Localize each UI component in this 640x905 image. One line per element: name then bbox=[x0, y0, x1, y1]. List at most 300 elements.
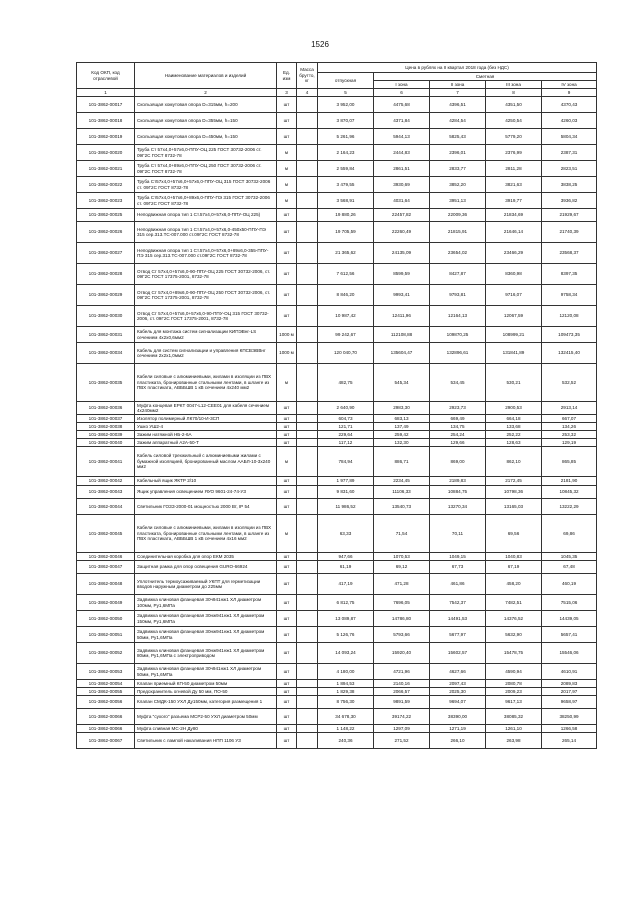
price-zone4: 2181,90 bbox=[542, 477, 597, 486]
item-unit: шт bbox=[277, 688, 297, 696]
item-unit: шт bbox=[277, 611, 297, 627]
item-name: Задвижка клиновая фланцевая 30нж941нж1 ХЛ диаметром 150мм, Ру1,6МПа bbox=[135, 611, 277, 627]
price-zone1: 886,71 bbox=[374, 447, 430, 477]
item-unit: шт bbox=[277, 113, 297, 129]
item-name: Отвод Ст 57х4,0+89х6,0-90-ППУ-ОЦ 250 ГОСТ 30732-2006, ст. 09Г2С ГОСТ 17375-2001, 8732-78 bbox=[135, 285, 277, 306]
item-name: Задвижка клиновая фланцевая 30ч941нж1 ХЛ диаметром 50мм, Ру1,6МПа bbox=[135, 664, 277, 680]
price-zone3: 862,10 bbox=[486, 447, 542, 477]
item-unit: м bbox=[277, 145, 297, 161]
price-zone3: 21834,69 bbox=[486, 209, 542, 222]
price-zone1: 5793,66 bbox=[374, 627, 430, 643]
table-row bbox=[77, 447, 597, 477]
price-zone3: 10798,36 bbox=[486, 486, 542, 499]
price-zone4: 109473,35 bbox=[542, 327, 597, 343]
item-unit: м bbox=[277, 515, 297, 553]
price-zone4: 460,19 bbox=[542, 574, 597, 595]
price-release: 99 242,67 bbox=[318, 327, 374, 343]
item-unit: шт bbox=[277, 222, 297, 243]
item-unit: шт bbox=[277, 725, 297, 733]
price-zone3: 458,20 bbox=[486, 574, 542, 595]
price-zone2: 129,66 bbox=[430, 439, 486, 447]
item-code: 101-3862-00054 bbox=[77, 680, 135, 688]
item-name: Зажим аппаратный А2А-50-Т bbox=[135, 439, 277, 447]
price-release: 1 148,22 bbox=[318, 725, 374, 733]
price-zone1: 1297,09 bbox=[374, 725, 430, 733]
item-name: Труба Ст 57х4,0+89х6,0-ППУ-ОЦ 250 ГОСТ 30732-2006 ст. 09Г2С ГОСТ 8732-78 bbox=[135, 161, 277, 177]
price-zone4: 12120,08 bbox=[542, 306, 597, 327]
item-mass bbox=[297, 664, 318, 680]
item-code: 101-3862-00025 bbox=[77, 209, 135, 222]
table-row bbox=[77, 364, 597, 402]
price-zone2: 2025,30 bbox=[430, 688, 486, 696]
price-release: 10 987,42 bbox=[318, 306, 374, 327]
table-row bbox=[77, 209, 597, 222]
item-name: Скользящая хомутовая опора D=450мм, h=150 bbox=[135, 129, 277, 145]
price-zone4: 4610,91 bbox=[542, 664, 597, 680]
price-zone4: 10845,32 bbox=[542, 486, 597, 499]
item-mass bbox=[297, 327, 318, 343]
price-zone3: 3919,77 bbox=[486, 193, 542, 209]
price-zone3: 21646,14 bbox=[486, 222, 542, 243]
item-mass bbox=[297, 561, 318, 574]
table-row bbox=[77, 680, 597, 688]
price-zone4: 3936,82 bbox=[542, 193, 597, 209]
price-zone1: 12411,96 bbox=[374, 306, 430, 327]
item-unit: шт bbox=[277, 402, 297, 415]
item-unit: шт bbox=[277, 499, 297, 515]
item-code: 101-3862-00040 bbox=[77, 439, 135, 447]
price-zone3: 3821,63 bbox=[486, 177, 542, 193]
price-zone3: 128,63 bbox=[486, 439, 542, 447]
table-row bbox=[77, 113, 597, 129]
price-zone1: 22457,82 bbox=[374, 209, 430, 222]
price-zone3: 2172,45 bbox=[486, 477, 542, 486]
price-zone2: 254,24 bbox=[430, 431, 486, 439]
price-zone1: 1070,53 bbox=[374, 553, 430, 561]
price-zone1: 24135,09 bbox=[374, 243, 430, 264]
item-name: Кабельный ящик ЯКТР 2/10 bbox=[135, 477, 277, 486]
price-zone2: 2097,43 bbox=[430, 680, 486, 688]
price-zone3: 2376,99 bbox=[486, 145, 542, 161]
price-zone3: 8360,98 bbox=[486, 264, 542, 285]
price-zone3: 69,56 bbox=[486, 515, 542, 553]
item-name: Кабели силовые с алюминиевыми, жилами в изоляции из ПВХ пластиката, бронированные стальными лентами, в шланге из ПВХ пластиката, АВББШВ 1 кВ сечением 4х240 мм2 bbox=[135, 364, 277, 402]
price-zone4: 2387,31 bbox=[542, 145, 597, 161]
item-mass bbox=[297, 595, 318, 611]
price-zone2: 7542,37 bbox=[430, 595, 486, 611]
price-release: 13 089,87 bbox=[318, 611, 374, 627]
item-name: Кабель для систем сигнализации и управления КПСВЭВВнг сечением 2х2х1,0мм2 bbox=[135, 343, 277, 364]
price-zone4: 532,52 bbox=[542, 364, 597, 402]
table-row bbox=[77, 129, 597, 145]
price-zone3: 133,68 bbox=[486, 423, 542, 431]
price-release: 2 164,23 bbox=[318, 145, 374, 161]
table-row bbox=[77, 499, 597, 515]
price-zone4: 2823,51 bbox=[542, 161, 597, 177]
item-code: 101-3862-00066 bbox=[77, 725, 135, 733]
price-zone4: 38250,99 bbox=[542, 709, 597, 725]
price-release: 63,33 bbox=[318, 515, 374, 553]
price-release: 2 640,90 bbox=[318, 402, 374, 415]
item-code: 101-3862-00021 bbox=[77, 161, 135, 177]
item-name: Кабели силовые с алюминиевыми, жилами в изоляции из ПВХ пластиката, бронированные стальными лентами, в шланге из ПВХ пластиката, АВББШВ 1 кВ сечением 4х16 мм2 bbox=[135, 515, 277, 553]
item-mass bbox=[297, 477, 318, 486]
price-zone4: 132415,40 bbox=[542, 343, 597, 364]
price-release: 240,36 bbox=[318, 733, 374, 749]
item-code: 101-3862-00049 bbox=[77, 595, 135, 611]
price-zone4: 4370,43 bbox=[542, 97, 597, 113]
item-code: 101-3862-00029 bbox=[77, 285, 135, 306]
price-zone3: 1040,83 bbox=[486, 553, 542, 561]
price-zone2: 109870,25 bbox=[430, 327, 486, 343]
item-name: Ящик управления освещением ЯУО 9601-24-74-УЗ bbox=[135, 486, 277, 499]
price-release: 6 812,75 bbox=[318, 595, 374, 611]
item-unit: шт bbox=[277, 439, 297, 447]
price-zone2: 3852,20 bbox=[430, 177, 486, 193]
item-name: Неподвижная опора тип 1 Ст.57х4,0+57х6,0-ППУ-ОЦ 225) bbox=[135, 209, 277, 222]
item-mass bbox=[297, 113, 318, 129]
price-zone2: 1271,19 bbox=[430, 725, 486, 733]
item-code: 101-3862-00036 bbox=[77, 402, 135, 415]
price-zone1: 2983,30 bbox=[374, 402, 430, 415]
price-zone1: 2234,45 bbox=[374, 477, 430, 486]
price-zone2: 5677,97 bbox=[430, 627, 486, 643]
item-unit: шт bbox=[277, 696, 297, 709]
item-code: 101-3862-00055 bbox=[77, 688, 135, 696]
item-unit: 1000 м bbox=[277, 343, 297, 364]
item-mass bbox=[297, 243, 318, 264]
item-mass bbox=[297, 431, 318, 439]
item-unit: шт bbox=[277, 129, 297, 145]
price-release: 19 705,59 bbox=[318, 222, 374, 243]
table-row bbox=[77, 402, 597, 415]
col-num: 8 bbox=[486, 89, 542, 97]
price-release: 121,71 bbox=[318, 423, 374, 431]
table-body bbox=[77, 97, 597, 749]
table-row bbox=[77, 193, 597, 209]
item-unit: шт bbox=[277, 285, 297, 306]
price-zone2: 134,75 bbox=[430, 423, 486, 431]
item-mass bbox=[297, 680, 318, 688]
price-zone3: 67,19 bbox=[486, 561, 542, 574]
item-code: 101-3862-00034 bbox=[77, 343, 135, 364]
price-zone1: 71,54 bbox=[374, 515, 430, 553]
table-row bbox=[77, 327, 597, 343]
item-mass bbox=[297, 415, 318, 423]
price-zone2: 4627,66 bbox=[430, 664, 486, 680]
price-zone2: 70,11 bbox=[430, 515, 486, 553]
item-mass bbox=[297, 306, 318, 327]
item-mass bbox=[297, 733, 318, 749]
column-numbers-row bbox=[77, 89, 597, 97]
item-code: 101-3862-00056 bbox=[77, 696, 135, 709]
item-name: Клапан СМДК-150 УХЛ Ду150мм, категория размещения 1 bbox=[135, 696, 277, 709]
table-row bbox=[77, 696, 597, 709]
item-unit: шт bbox=[277, 643, 297, 664]
item-code: 101-3862-00046 bbox=[77, 553, 135, 561]
header-name: Наименование материалов и изделий bbox=[135, 63, 277, 89]
price-zone2: 38390,00 bbox=[430, 709, 486, 725]
price-zone4: 1266,58 bbox=[542, 725, 597, 733]
item-code: 101-3862-00027 bbox=[77, 243, 135, 264]
item-name: Предохранитель огневой Ду 50 мм, ПО-50 bbox=[135, 688, 277, 696]
table-row bbox=[77, 439, 597, 447]
item-mass bbox=[297, 209, 318, 222]
item-code: 101-3862-00045 bbox=[77, 515, 135, 553]
item-code: 101-3862-00042 bbox=[77, 477, 135, 486]
item-unit: м bbox=[277, 177, 297, 193]
price-zone3: 23466,29 bbox=[486, 243, 542, 264]
item-mass bbox=[297, 222, 318, 243]
price-zone1: 4475,68 bbox=[374, 97, 430, 113]
price-release: 604,73 bbox=[318, 415, 374, 423]
price-zone4: 13222,29 bbox=[542, 499, 597, 515]
item-unit: шт bbox=[277, 97, 297, 113]
item-name: Муфта "сухого" разъема МСР2-50 УХЛ диаметром 50мм bbox=[135, 709, 277, 725]
table-row bbox=[77, 306, 597, 327]
price-release: 14 093,24 bbox=[318, 643, 374, 664]
col-num: 1 bbox=[77, 89, 135, 97]
table-row bbox=[77, 574, 597, 595]
price-zone3: 664,18 bbox=[486, 415, 542, 423]
table-row bbox=[77, 222, 597, 243]
price-zone3: 2811,28 bbox=[486, 161, 542, 177]
item-unit: шт bbox=[277, 595, 297, 611]
item-name: Муфта сливная МС-2Н Ду80 bbox=[135, 725, 277, 733]
item-code: 101-3862-00039 bbox=[77, 431, 135, 439]
price-release: 4 180,00 bbox=[318, 664, 374, 680]
price-zone1: 14786,80 bbox=[374, 611, 430, 627]
item-unit: шт bbox=[277, 680, 297, 688]
price-release: 5 126,76 bbox=[318, 627, 374, 643]
header-code: Код ОКП, код отраслевой bbox=[77, 63, 135, 89]
price-zone1: 2140,16 bbox=[374, 680, 430, 688]
item-mass bbox=[297, 611, 318, 627]
col-num: 4 bbox=[297, 89, 318, 97]
item-unit: шт bbox=[277, 431, 297, 439]
price-zone1: 2066,57 bbox=[374, 688, 430, 696]
price-release: 8 756,30 bbox=[318, 696, 374, 709]
item-unit: шт bbox=[277, 243, 297, 264]
price-release: 1 829,38 bbox=[318, 688, 374, 696]
price-zone4: 1045,35 bbox=[542, 553, 597, 561]
price-zone3: 15478,75 bbox=[486, 643, 542, 664]
price-zone3: 5779,20 bbox=[486, 129, 542, 145]
price-zone4: 7515,06 bbox=[542, 595, 597, 611]
item-unit: шт bbox=[277, 264, 297, 285]
price-zone3: 5632,90 bbox=[486, 627, 542, 643]
price-release: 8 846,20 bbox=[318, 285, 374, 306]
item-name: Неподвижная опора тип 1 Ст.57х4,0+57х6,0-450х50-ППУ-ПЭ 315 сер.313.ТС-007.000 ст.09Г2С ГОСТ 8732-78 bbox=[135, 222, 277, 243]
price-zone3: 7482,51 bbox=[486, 595, 542, 611]
item-unit: шт bbox=[277, 574, 297, 595]
price-release: 1 977,89 bbox=[318, 477, 374, 486]
table-row bbox=[77, 243, 597, 264]
price-zone4: 21929,67 bbox=[542, 209, 597, 222]
price-zone3: 530,21 bbox=[486, 364, 542, 402]
item-code: 101-3862-00017 bbox=[77, 97, 135, 113]
header-release: отпускная bbox=[318, 73, 374, 89]
price-zone2: 12164,13 bbox=[430, 306, 486, 327]
item-mass bbox=[297, 696, 318, 709]
price-zone2: 2923,73 bbox=[430, 402, 486, 415]
item-code: 101-3862-00048 bbox=[77, 574, 135, 595]
price-zone4: 9758,34 bbox=[542, 285, 597, 306]
item-unit: шт bbox=[277, 477, 297, 486]
price-release: 21 365,62 bbox=[318, 243, 374, 264]
item-code: 101-3862-00026 bbox=[77, 222, 135, 243]
price-zone1: 9993,41 bbox=[374, 285, 430, 306]
price-zone3: 2900,53 bbox=[486, 402, 542, 415]
table-row bbox=[77, 664, 597, 680]
item-code: 101-3862-00051 bbox=[77, 627, 135, 643]
price-zone2: 1049,15 bbox=[430, 553, 486, 561]
item-code: 101-3862-00043 bbox=[77, 486, 135, 499]
table-row bbox=[77, 431, 597, 439]
table-row bbox=[77, 477, 597, 486]
price-zone1: 112108,88 bbox=[374, 327, 430, 343]
table-row bbox=[77, 627, 597, 643]
item-mass bbox=[297, 423, 318, 431]
price-zone4: 5657,41 bbox=[542, 627, 597, 643]
price-zone3: 2009,23 bbox=[486, 688, 542, 696]
price-release: 3 568,91 bbox=[318, 193, 374, 209]
price-zone4: 9658,97 bbox=[542, 696, 597, 709]
table-row bbox=[77, 423, 597, 431]
table-row bbox=[77, 97, 597, 113]
price-release: 120 040,70 bbox=[318, 343, 374, 364]
price-release: 2 559,84 bbox=[318, 161, 374, 177]
item-unit: м bbox=[277, 364, 297, 402]
price-zone3: 14376,52 bbox=[486, 611, 542, 627]
item-code: 101-3862-00028 bbox=[77, 264, 135, 285]
item-unit: шт bbox=[277, 486, 297, 499]
col-num: 2 bbox=[135, 89, 277, 97]
item-unit: м bbox=[277, 193, 297, 209]
item-code: 101-3862-00066 bbox=[77, 709, 135, 725]
item-mass bbox=[297, 725, 318, 733]
price-release: 61,19 bbox=[318, 561, 374, 574]
price-zone4: 23568,37 bbox=[542, 243, 597, 264]
price-release: 11 986,52 bbox=[318, 499, 374, 515]
item-mass bbox=[297, 439, 318, 447]
item-mass bbox=[297, 343, 318, 364]
price-zone1: 132,30 bbox=[374, 439, 430, 447]
item-mass bbox=[297, 364, 318, 402]
price-zone4: 5804,34 bbox=[542, 129, 597, 145]
price-release: 417,19 bbox=[318, 574, 374, 595]
item-code: 101-3862-00019 bbox=[77, 129, 135, 145]
price-zone1: 683,13 bbox=[374, 415, 430, 423]
price-zone3: 9617,13 bbox=[486, 696, 542, 709]
price-zone1: 39174,22 bbox=[374, 709, 430, 725]
price-zone3: 13165,03 bbox=[486, 499, 542, 515]
price-zone3: 108999,21 bbox=[486, 327, 542, 343]
price-zone1: 135604,47 bbox=[374, 343, 430, 364]
item-code: 101-3862-00035 bbox=[77, 364, 135, 402]
col-num: 5 bbox=[318, 89, 374, 97]
item-code: 101-3862-00030 bbox=[77, 306, 135, 327]
header-unit: Ед. изм bbox=[277, 63, 297, 89]
price-release: 947,66 bbox=[318, 553, 374, 561]
header-estimate: Сметная bbox=[374, 73, 597, 81]
price-release: 3 870,07 bbox=[318, 113, 374, 129]
item-name: Труба Ст 57х4,0+57х6,0-ППУ-ОЦ 225 ГОСТ 30732-2006 ст. 09Г2С ГОСТ 8732-78 bbox=[135, 145, 277, 161]
price-zone4: 15546,06 bbox=[542, 643, 597, 664]
item-unit: шт bbox=[277, 209, 297, 222]
price-zone2: 669,49 bbox=[430, 415, 486, 423]
item-mass bbox=[297, 499, 318, 515]
header-zone3: III зона bbox=[486, 81, 542, 89]
item-name: Задвижка клиновая фланцевая 30нж941нж1 ХЛ диаметром 80мм, Ру1,6МПа с электроприводом bbox=[135, 643, 277, 664]
item-name: Соединительная коробка для опор ЕКМ 2035 bbox=[135, 553, 277, 561]
header-zone4: IV зона bbox=[542, 81, 597, 89]
price-zone1: 4031,64 bbox=[374, 193, 430, 209]
price-zone2: 2833,77 bbox=[430, 161, 486, 177]
item-mass bbox=[297, 688, 318, 696]
price-zone1: 22260,49 bbox=[374, 222, 430, 243]
item-mass bbox=[297, 515, 318, 553]
item-code: 101-3862-00023 bbox=[77, 193, 135, 209]
header-mass: Масса брутто, кг bbox=[297, 63, 318, 89]
item-name: Светильник ГОЗЗ-2000-01 мощностью 2000 Вт, IP 54 bbox=[135, 499, 277, 515]
price-zone4: 21740,39 bbox=[542, 222, 597, 243]
price-zone4: 67,48 bbox=[542, 561, 597, 574]
price-release: 19 880,26 bbox=[318, 209, 374, 222]
item-mass bbox=[297, 486, 318, 499]
item-name: Изолятор полимерный ЛК70/10-И-3СП bbox=[135, 415, 277, 423]
price-release: 784,94 bbox=[318, 447, 374, 477]
item-name: Задвижка клиновая фланцевая 30ч941нж1 ХЛ диаметром 100мм, Ру1,6МПа bbox=[135, 595, 277, 611]
item-mass bbox=[297, 402, 318, 415]
table-row bbox=[77, 733, 597, 749]
price-zone1: 4371,84 bbox=[374, 113, 430, 129]
item-mass bbox=[297, 161, 318, 177]
item-name: Муфта концевая ЕРКТ 0047-L12-CEE01 для кабеля сечением 4х240мм2 bbox=[135, 402, 277, 415]
price-zone2: 67,73 bbox=[430, 561, 486, 574]
item-code: 101-3862-00050 bbox=[77, 611, 135, 627]
price-zone3: 252,22 bbox=[486, 431, 542, 439]
price-zone2: 10884,75 bbox=[430, 486, 486, 499]
price-zone2: 9793,81 bbox=[430, 285, 486, 306]
price-zone3: 9716,07 bbox=[486, 285, 542, 306]
item-mass bbox=[297, 177, 318, 193]
price-zone3: 4590,94 bbox=[486, 664, 542, 680]
price-zone3: 1261,10 bbox=[486, 725, 542, 733]
price-release: 117,12 bbox=[318, 439, 374, 447]
price-zone2: 266,10 bbox=[430, 733, 486, 749]
page-number: 1526 bbox=[311, 40, 329, 49]
item-name: Задвижка клиновая фланцевая 30нж941нж1 ХЛ диаметром 50мм, Ру1,6МПа bbox=[135, 627, 277, 643]
item-name: Отвод Ст 57х4,0+57х6,0-90-ППУ-ОЦ 225 ГОСТ 30732-2006, ст. 09Г2С ГОСТ 17375-2001, 8732-78 bbox=[135, 264, 277, 285]
price-zone2: 5825,43 bbox=[430, 129, 486, 145]
table-row bbox=[77, 643, 597, 664]
item-mass bbox=[297, 129, 318, 145]
item-unit: м bbox=[277, 161, 297, 177]
price-zone3: 12067,59 bbox=[486, 306, 542, 327]
item-name: Зажим натяжной НБ-2-6А bbox=[135, 431, 277, 439]
price-zone4: 14439,05 bbox=[542, 611, 597, 627]
price-release: 229,64 bbox=[318, 431, 374, 439]
item-name: Уплотнитель термоусаживаемый УКПТ для герметизации вводов наружным диаметром до 225мм bbox=[135, 574, 277, 595]
item-code: 101-3862-00044 bbox=[77, 499, 135, 515]
item-mass bbox=[297, 627, 318, 643]
price-zone2: 9694,07 bbox=[430, 696, 486, 709]
price-release: 482,75 bbox=[318, 364, 374, 402]
price-release: 9 831,60 bbox=[318, 486, 374, 499]
item-code: 101-3862-00052 bbox=[77, 643, 135, 664]
item-name: Отвод Ст 57х4,0+57х6,0+57х6,0-90-ППУ-ОЦ 315 ГОСТ 30732-2006, ст. 09Г2С ГОСТ 17375-2001, 8732-78 bbox=[135, 306, 277, 327]
